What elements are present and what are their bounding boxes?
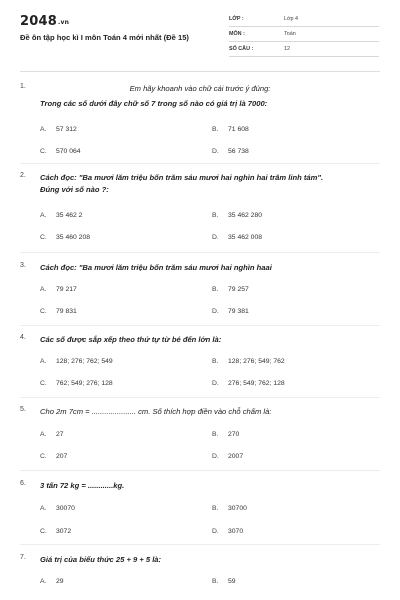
page-header <box>0 0 400 60</box>
option-c[interactable]: C. 35 460 208 <box>40 234 91 241</box>
option-d[interactable]: D. 2007 <box>212 453 244 460</box>
question-separator <box>20 163 380 164</box>
meta-key: SỐ CÂU : <box>229 46 254 52</box>
logo-suffix: .vn <box>57 19 70 26</box>
question-separator <box>20 325 380 326</box>
option-a[interactable]: A. 57 312 <box>40 126 77 133</box>
question-text: Em hãy khoanh vào chữ cái trước ý đúng: <box>129 84 271 93</box>
question-text: Cho 2m 7cm = ..................... cm. Số thích hợp điền vào chỗ chấm là: <box>40 407 272 416</box>
question-number: 6. <box>20 480 26 487</box>
meta-row-count <box>229 43 379 57</box>
option-c[interactable]: C. 570 064 <box>40 148 81 155</box>
option-d[interactable]: D. 56 738 <box>212 148 249 155</box>
question-text: Cách đọc: "Ba mươi lăm triệu bốn trăm sáu mươi hai nghìn haai <box>40 263 272 272</box>
site-logo[interactable] <box>20 14 69 29</box>
meta-key: LỚP : <box>229 16 244 22</box>
option-a[interactable]: A. 30070 <box>40 505 75 512</box>
meta-row-class <box>229 13 379 27</box>
question-subtext: Đúng với số nào ?: <box>40 185 109 194</box>
option-a[interactable]: A. 79 217 <box>40 286 77 293</box>
option-a[interactable]: A. 128; 276; 762; 549 <box>40 358 113 365</box>
option-b[interactable]: B. 59 <box>212 578 236 585</box>
meta-value: Lớp 4 <box>284 16 299 22</box>
question-text: Cách đọc: "Ba mươi lăm triệu bốn trăm sáu mươi hai nghìn hai trăm linh tám". <box>40 173 324 182</box>
option-a[interactable]: A. 27 <box>40 431 64 438</box>
exam-title: Đề ôn tập học kì I môn Toán 4 mới nhất (Đề 15) <box>20 33 189 42</box>
option-c[interactable]: C. 207 <box>40 453 68 460</box>
question-number: 5. <box>20 406 26 413</box>
meta-row-subject <box>229 28 379 42</box>
question-text: Các số được sắp xếp theo thứ tự từ bé đến lớn là: <box>40 335 222 344</box>
question-subtext: Trong các số dưới đây chữ số 7 trong số nào có giá trị là 7000: <box>40 99 268 108</box>
question-text: 3 tấn 72 kg = ............kg. <box>40 481 125 490</box>
question-number: 1. <box>20 83 26 90</box>
question-number: 2. <box>20 172 26 179</box>
question-separator <box>20 397 380 398</box>
option-c[interactable]: C. 762; 549; 276; 128 <box>40 380 113 387</box>
header-divider <box>20 71 380 72</box>
option-b[interactable]: B. 35 462 280 <box>212 212 263 219</box>
option-b[interactable]: B. 71 608 <box>212 126 249 133</box>
option-b[interactable]: B. 270 <box>212 431 240 438</box>
option-d[interactable]: D. 3070 <box>212 528 244 535</box>
option-a[interactable]: A. 35 462 2 <box>40 212 83 219</box>
option-a[interactable]: A. 29 <box>40 578 64 585</box>
logo-main: 2048 <box>20 14 57 29</box>
question-number: 3. <box>20 262 26 269</box>
option-c[interactable]: C. 3072 <box>40 528 72 535</box>
meta-key: MÔN : <box>229 31 245 37</box>
question-separator <box>20 252 380 253</box>
question-separator <box>20 544 380 545</box>
question-number: 4. <box>20 334 26 341</box>
option-b[interactable]: B. 79 257 <box>212 286 249 293</box>
option-b[interactable]: B. 30700 <box>212 505 247 512</box>
option-d[interactable]: D. 35 462 008 <box>212 234 263 241</box>
option-c[interactable]: C. 79 831 <box>40 308 77 315</box>
meta-value: Toán <box>284 31 296 37</box>
meta-value: 12 <box>284 46 290 52</box>
question-number: 7. <box>20 554 26 561</box>
question-separator <box>20 470 380 471</box>
option-d[interactable]: D. 79 381 <box>212 308 249 315</box>
option-b[interactable]: B. 128; 276; 549; 762 <box>212 358 285 365</box>
question-text: Giá trị của biểu thức 25 + 9 + 5 là: <box>40 555 162 564</box>
option-d[interactable]: D. 276; 549; 762; 128 <box>212 380 285 387</box>
